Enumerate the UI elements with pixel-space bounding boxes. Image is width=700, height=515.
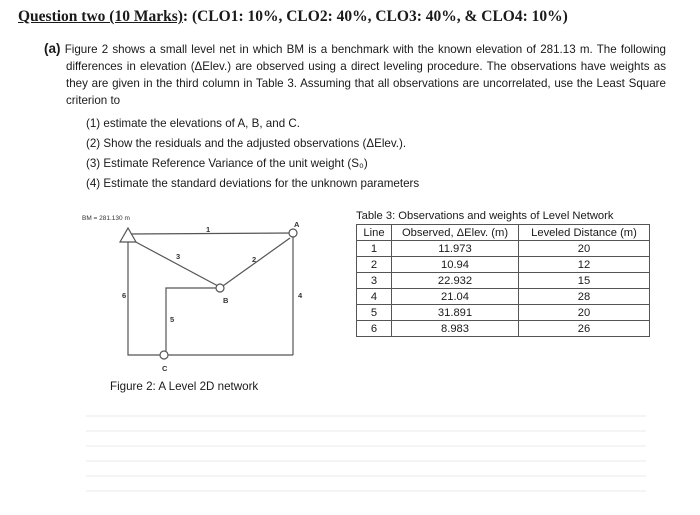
- part-a-text: Figure 2 shows a small level net in which BM is a benchmark with the known elevation of 281.13 m. The following differences in elevation (ΔElev.) are observed using a direct leveling procedure. The observations have weights as they are given in the third column in Table 3. Assuming that all observations are uncorrelated, use the Least Square criterion to: [64, 43, 666, 107]
- line-label-6: 6: [122, 291, 127, 300]
- line-label-3: 3: [176, 252, 181, 261]
- cell-observed: 21.04: [392, 289, 519, 305]
- table-header-row: [357, 225, 650, 241]
- point-a-label: A: [294, 220, 300, 229]
- table-row: [357, 273, 650, 289]
- cell-observed: 8.983: [392, 321, 519, 337]
- table-row: [357, 289, 650, 305]
- task-item: (1) estimate the elevations of A, B, and C.: [86, 117, 300, 130]
- header-observed: Observed, ΔElev. (m): [392, 225, 519, 241]
- cell-observed: 11.973: [392, 241, 519, 257]
- cell-distance: 15: [519, 273, 650, 289]
- task-item: (4) Estimate the standard deviations for the unknown parameters: [86, 177, 420, 190]
- cell-line: 5: [357, 305, 392, 321]
- part-a-paragraph: [44, 40, 666, 109]
- line-6-segment: [128, 242, 160, 355]
- cell-distance: 20: [519, 305, 650, 321]
- cell-line: 2: [357, 257, 392, 273]
- line-label-4: 4: [298, 291, 303, 300]
- task-item: (2) Show the residuals and the adjusted observations (ΔElev.).: [86, 137, 407, 150]
- cell-distance: 20: [519, 241, 650, 257]
- cell-observed: 10.94: [392, 257, 519, 273]
- point-c-label: C: [162, 364, 168, 373]
- cell-line: 6: [357, 321, 392, 337]
- cell-distance: 12: [519, 257, 650, 273]
- question-title: Question two (10 Marks): [18, 8, 183, 25]
- point-a-marker: [289, 229, 297, 237]
- benchmark-triangle-icon: [120, 228, 136, 242]
- part-a-label: (a): [44, 41, 61, 56]
- task-item: (3) Estimate Reference Variance of the unit weight (S₀): [86, 157, 368, 170]
- bm-label: BM = 281.130 m: [82, 215, 130, 222]
- table-row: [357, 257, 650, 273]
- point-c-marker: [160, 351, 168, 359]
- task-list: [86, 114, 419, 194]
- header-line: Line: [357, 225, 392, 241]
- cell-distance: 28: [519, 289, 650, 305]
- cell-observed: 31.891: [392, 305, 519, 321]
- cell-distance: 26: [519, 321, 650, 337]
- table-row: [357, 305, 650, 321]
- line-label-1: 1: [206, 225, 211, 234]
- figure-caption: Figure 2: A Level 2D network: [110, 380, 259, 393]
- question-heading: [18, 8, 568, 26]
- header-distance: Leveled Distance (m): [519, 225, 650, 241]
- table-caption: Table 3: Observations and weights of Level Network: [356, 210, 614, 222]
- line-1-segment: [128, 233, 293, 234]
- cell-line: 1: [357, 241, 392, 257]
- cell-observed: 22.932: [392, 273, 519, 289]
- line-3-segment: [132, 240, 218, 286]
- cell-line: 4: [357, 289, 392, 305]
- observations-table: [356, 224, 650, 337]
- cell-line: 3: [357, 273, 392, 289]
- line-label-5: 5: [170, 315, 175, 324]
- level-network-diagram: [80, 200, 340, 390]
- point-b-label: B: [223, 296, 229, 305]
- clo-weights: : (CLO1: 10%, CLO2: 40%, CLO3: 40%, & CLO4: 10%): [182, 8, 568, 25]
- faded-background-lines: [86, 402, 646, 502]
- line-label-2: 2: [252, 255, 257, 264]
- table-row: [357, 241, 650, 257]
- table-row: [357, 321, 650, 337]
- point-b-marker: [216, 284, 224, 292]
